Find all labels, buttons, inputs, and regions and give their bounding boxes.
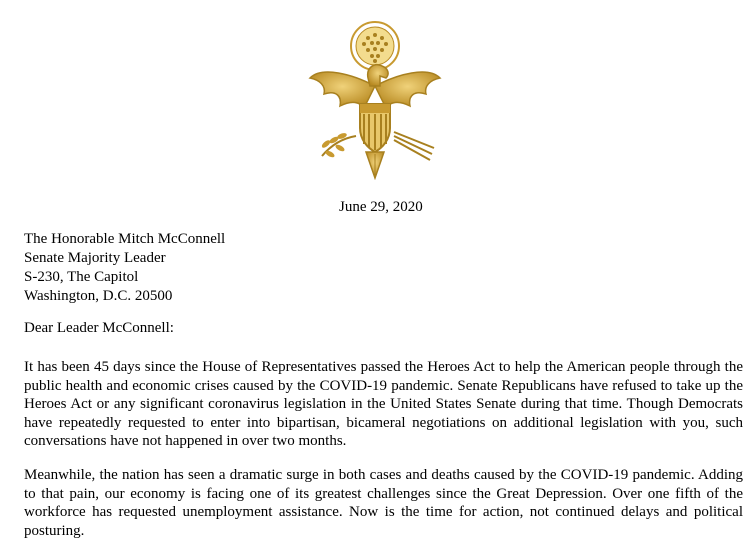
body-paragraph-1: It has been 45 days since the House of Representatives passed the Heroes Act to help the American people through the public health and economic crises caused by the COVID-19 pandemic. Senate Republicans have refused to take up the Heroes Act or any significant coronavirus legislation in the United States Senate during that time. Though Democrats have repeatedly requested to enter into bipartisan, bicameral negotiations on additional legislation with you, such conversations have not happened in over two months.: [24, 359, 743, 449]
letter-date: June 29, 2020: [339, 199, 423, 215]
great-seal-eagle-icon: [302, 16, 448, 180]
recipient-title: Senate Majority Leader: [24, 250, 166, 266]
recipient-office: S-230, The Capitol: [24, 269, 139, 285]
recipient-name: The Honorable Mitch McConnell: [24, 231, 226, 247]
recipient-address: [24, 230, 225, 306]
salutation: Dear Leader McConnell:: [24, 320, 174, 336]
body-paragraph-2: Meanwhile, the nation has seen a dramatic surge in both cases and deaths caused by the COVID-19 pandemic. Adding to that pain, our economy is facing one of its greatest challenges since the Great Depression. Over one fifth of the workforce has requested unemployment assistance. Now is the time for action, not continued delays and political posturing.: [24, 467, 743, 539]
recipient-city: Washington, D.C. 20500: [24, 288, 173, 304]
